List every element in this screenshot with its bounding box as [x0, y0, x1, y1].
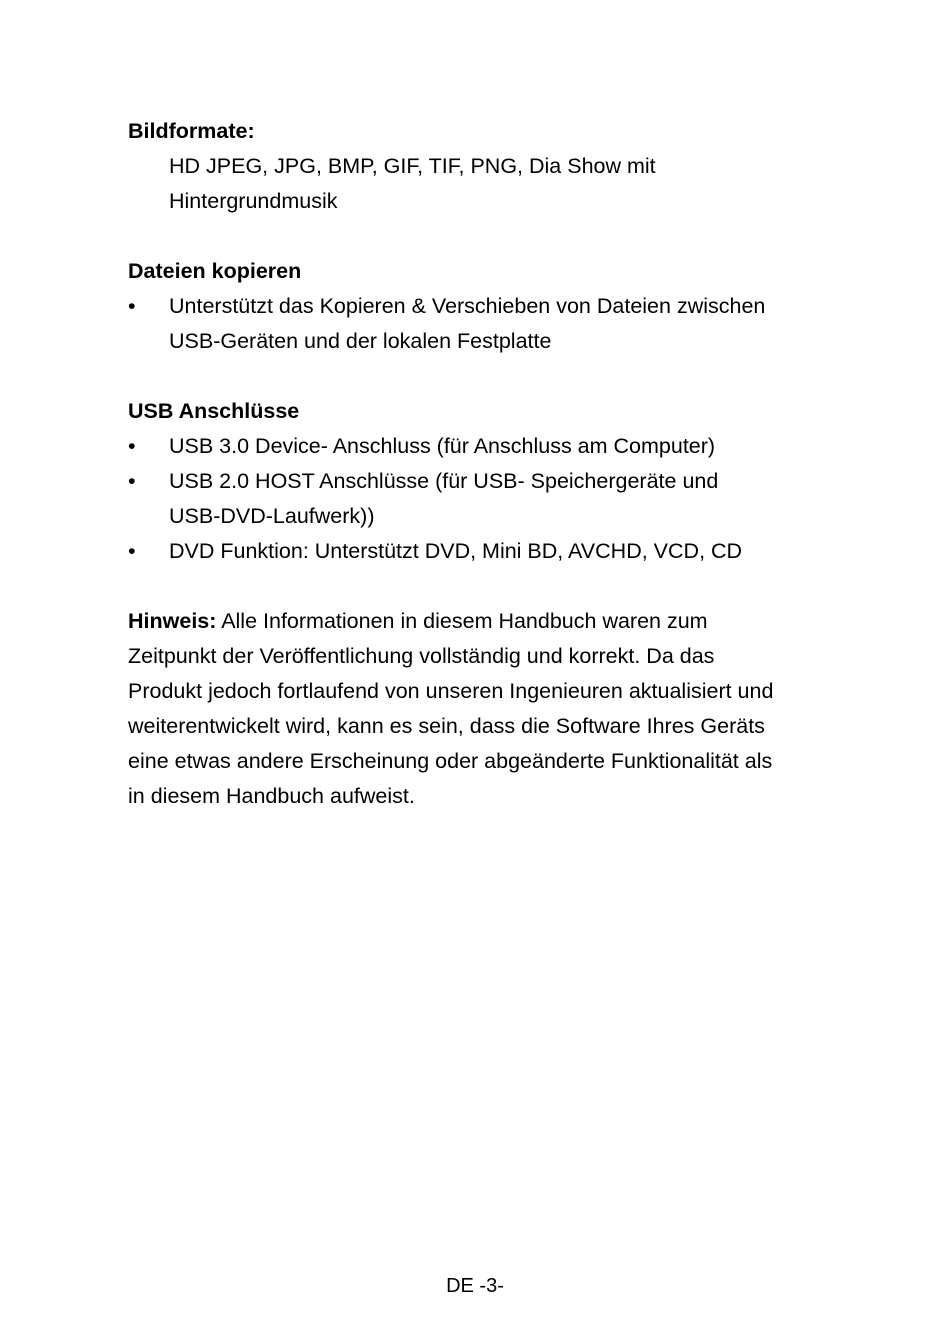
bullet-icon: • [128, 294, 136, 318]
section-heading-copy-files: Dateien kopieren [128, 259, 302, 283]
text-line: DVD Funktion: Unterstützt DVD, Mini BD, AVCHD, VCD, CD [169, 539, 743, 563]
note-text: Alle Informationen in diesem Handbuch waren zum [216, 609, 708, 633]
text-line: HD JPEG, JPG, BMP, GIF, TIF, PNG, Dia Show mit [169, 154, 656, 178]
text-line: Produkt jedoch fortlaufend von unseren Ingenieuren aktualisiert und [128, 679, 774, 703]
text-line: USB 2.0 HOST Anschlüsse (für USB- Speichergeräte und [169, 469, 719, 493]
section-heading-image-formats: Bildformate: [128, 119, 255, 143]
section-copy-files [128, 254, 828, 359]
copy-files-list [128, 289, 828, 359]
text-line: Unterstützt das Kopieren & Verschieben von Dateien zwischen [169, 294, 766, 318]
text-line: USB-Geräten und der lokalen Festplatte [169, 329, 552, 353]
text-line: eine etwas andere Erscheinung oder abgeänderte Funktionalität als [128, 749, 773, 773]
text-line: Zeitpunkt der Veröffentlichung vollständig und korrekt. Da das [128, 644, 715, 668]
text-line: Hintergrundmusik [169, 189, 338, 213]
text-line: weiterentwickelt wird, kann es sein, dass die Software Ihres Geräts [128, 714, 765, 738]
bullet-icon: • [128, 539, 136, 563]
page-content [128, 114, 828, 814]
bullet-icon: • [128, 469, 136, 493]
list-item [128, 289, 828, 359]
note-paragraph [128, 604, 828, 814]
text-line [128, 604, 828, 639]
list-item [128, 429, 828, 464]
section-image-formats [128, 114, 828, 219]
section-usb-ports [128, 394, 828, 569]
page-number: DE -3- [446, 1275, 504, 1297]
bullet-icon: • [128, 434, 136, 458]
list-item [128, 534, 828, 569]
image-formats-text [128, 149, 828, 219]
text-line: USB-DVD-Laufwerk)) [169, 504, 375, 528]
text-line: in diesem Handbuch aufweist. [128, 784, 415, 808]
usb-ports-list [128, 429, 828, 569]
text-line: USB 3.0 Device- Anschluss (für Anschluss am Computer) [169, 434, 716, 458]
list-item [128, 464, 828, 534]
section-heading-usb-ports: USB Anschlüsse [128, 399, 300, 423]
note-label: Hinweis: [128, 609, 217, 633]
